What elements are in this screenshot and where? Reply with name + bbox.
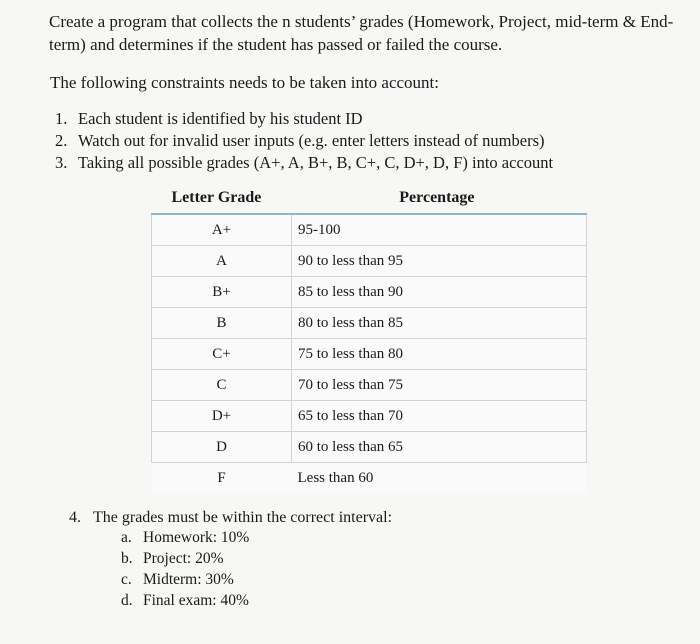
letter-cell: F [152,463,292,494]
table-row [152,432,587,463]
letter-cell: B+ [152,277,292,308]
table-row [152,370,587,401]
table-row [152,308,587,339]
weight-label: b. [121,550,133,567]
constraint-item-4 [69,508,392,528]
weight-text: Homework: 10% [143,529,250,546]
constraint-number: 1. [55,109,68,128]
constraint-item [55,130,553,152]
intro-paragraph [49,10,689,56]
weight-text: Project: 20% [143,550,224,567]
table-header-row [152,183,587,214]
range-cell: 65 to less than 70 [292,401,587,432]
intro-line-1: Create a program that collects the n students’ grades (Homework, Project, mid-term & End- [49,12,674,31]
header-letter-grade: Letter Grade [152,183,292,214]
constraints-list [55,108,553,174]
table-row [152,277,587,308]
constraint-number: 2. [55,131,68,150]
letter-cell: B [152,308,292,339]
weight-sublist [121,527,249,611]
weight-item [121,569,249,590]
range-cell: 70 to less than 75 [292,370,587,401]
range-cell: 80 to less than 85 [292,308,587,339]
header-percentage: Percentage [292,183,587,214]
range-cell: 85 to less than 90 [292,277,587,308]
weight-item [121,548,249,569]
weight-text: Midterm: 30% [143,571,234,588]
constraint-text: Watch out for invalid user inputs (e.g. enter letters instead of numbers) [78,131,545,150]
range-cell: 60 to less than 65 [292,432,587,463]
table-row [152,246,587,277]
range-cell: 90 to less than 95 [292,246,587,277]
letter-cell: D+ [152,401,292,432]
letter-cell: A [152,246,292,277]
weight-label: a. [121,529,132,546]
grade-table [151,183,587,493]
letter-cell: C+ [152,339,292,370]
constraint-text: Each student is identified by his student ID [78,109,363,128]
table-row [152,214,587,246]
constraint-item [55,152,553,174]
weight-item [121,527,249,548]
constraint-text: The grades must be within the correct interval: [93,509,393,526]
range-cell: 95-100 [292,214,587,246]
weight-text: Final exam: 40% [143,592,249,609]
constraint-text: Taking all possible grades (A+, A, B+, B, C+, C, D+, D, F) into account [78,153,554,172]
range-cell: 75 to less than 80 [292,339,587,370]
constraint-number: 4. [69,509,81,526]
range-cell: Less than 60 [292,463,587,494]
constraint-item [55,108,553,130]
weight-label: d. [121,592,133,609]
constraints-intro: The following constraints needs to be taken into account: [50,73,440,92]
table-row [152,401,587,432]
constraint-number: 3. [55,153,68,172]
weight-label: c. [121,571,132,588]
intro-line-2: term) and determines if the student has passed or failed the course. [49,35,503,54]
letter-cell: A+ [152,214,292,246]
letter-cell: C [152,370,292,401]
weight-item [121,590,249,611]
table-row [152,339,587,370]
table-row [152,463,587,494]
letter-cell: D [152,432,292,463]
